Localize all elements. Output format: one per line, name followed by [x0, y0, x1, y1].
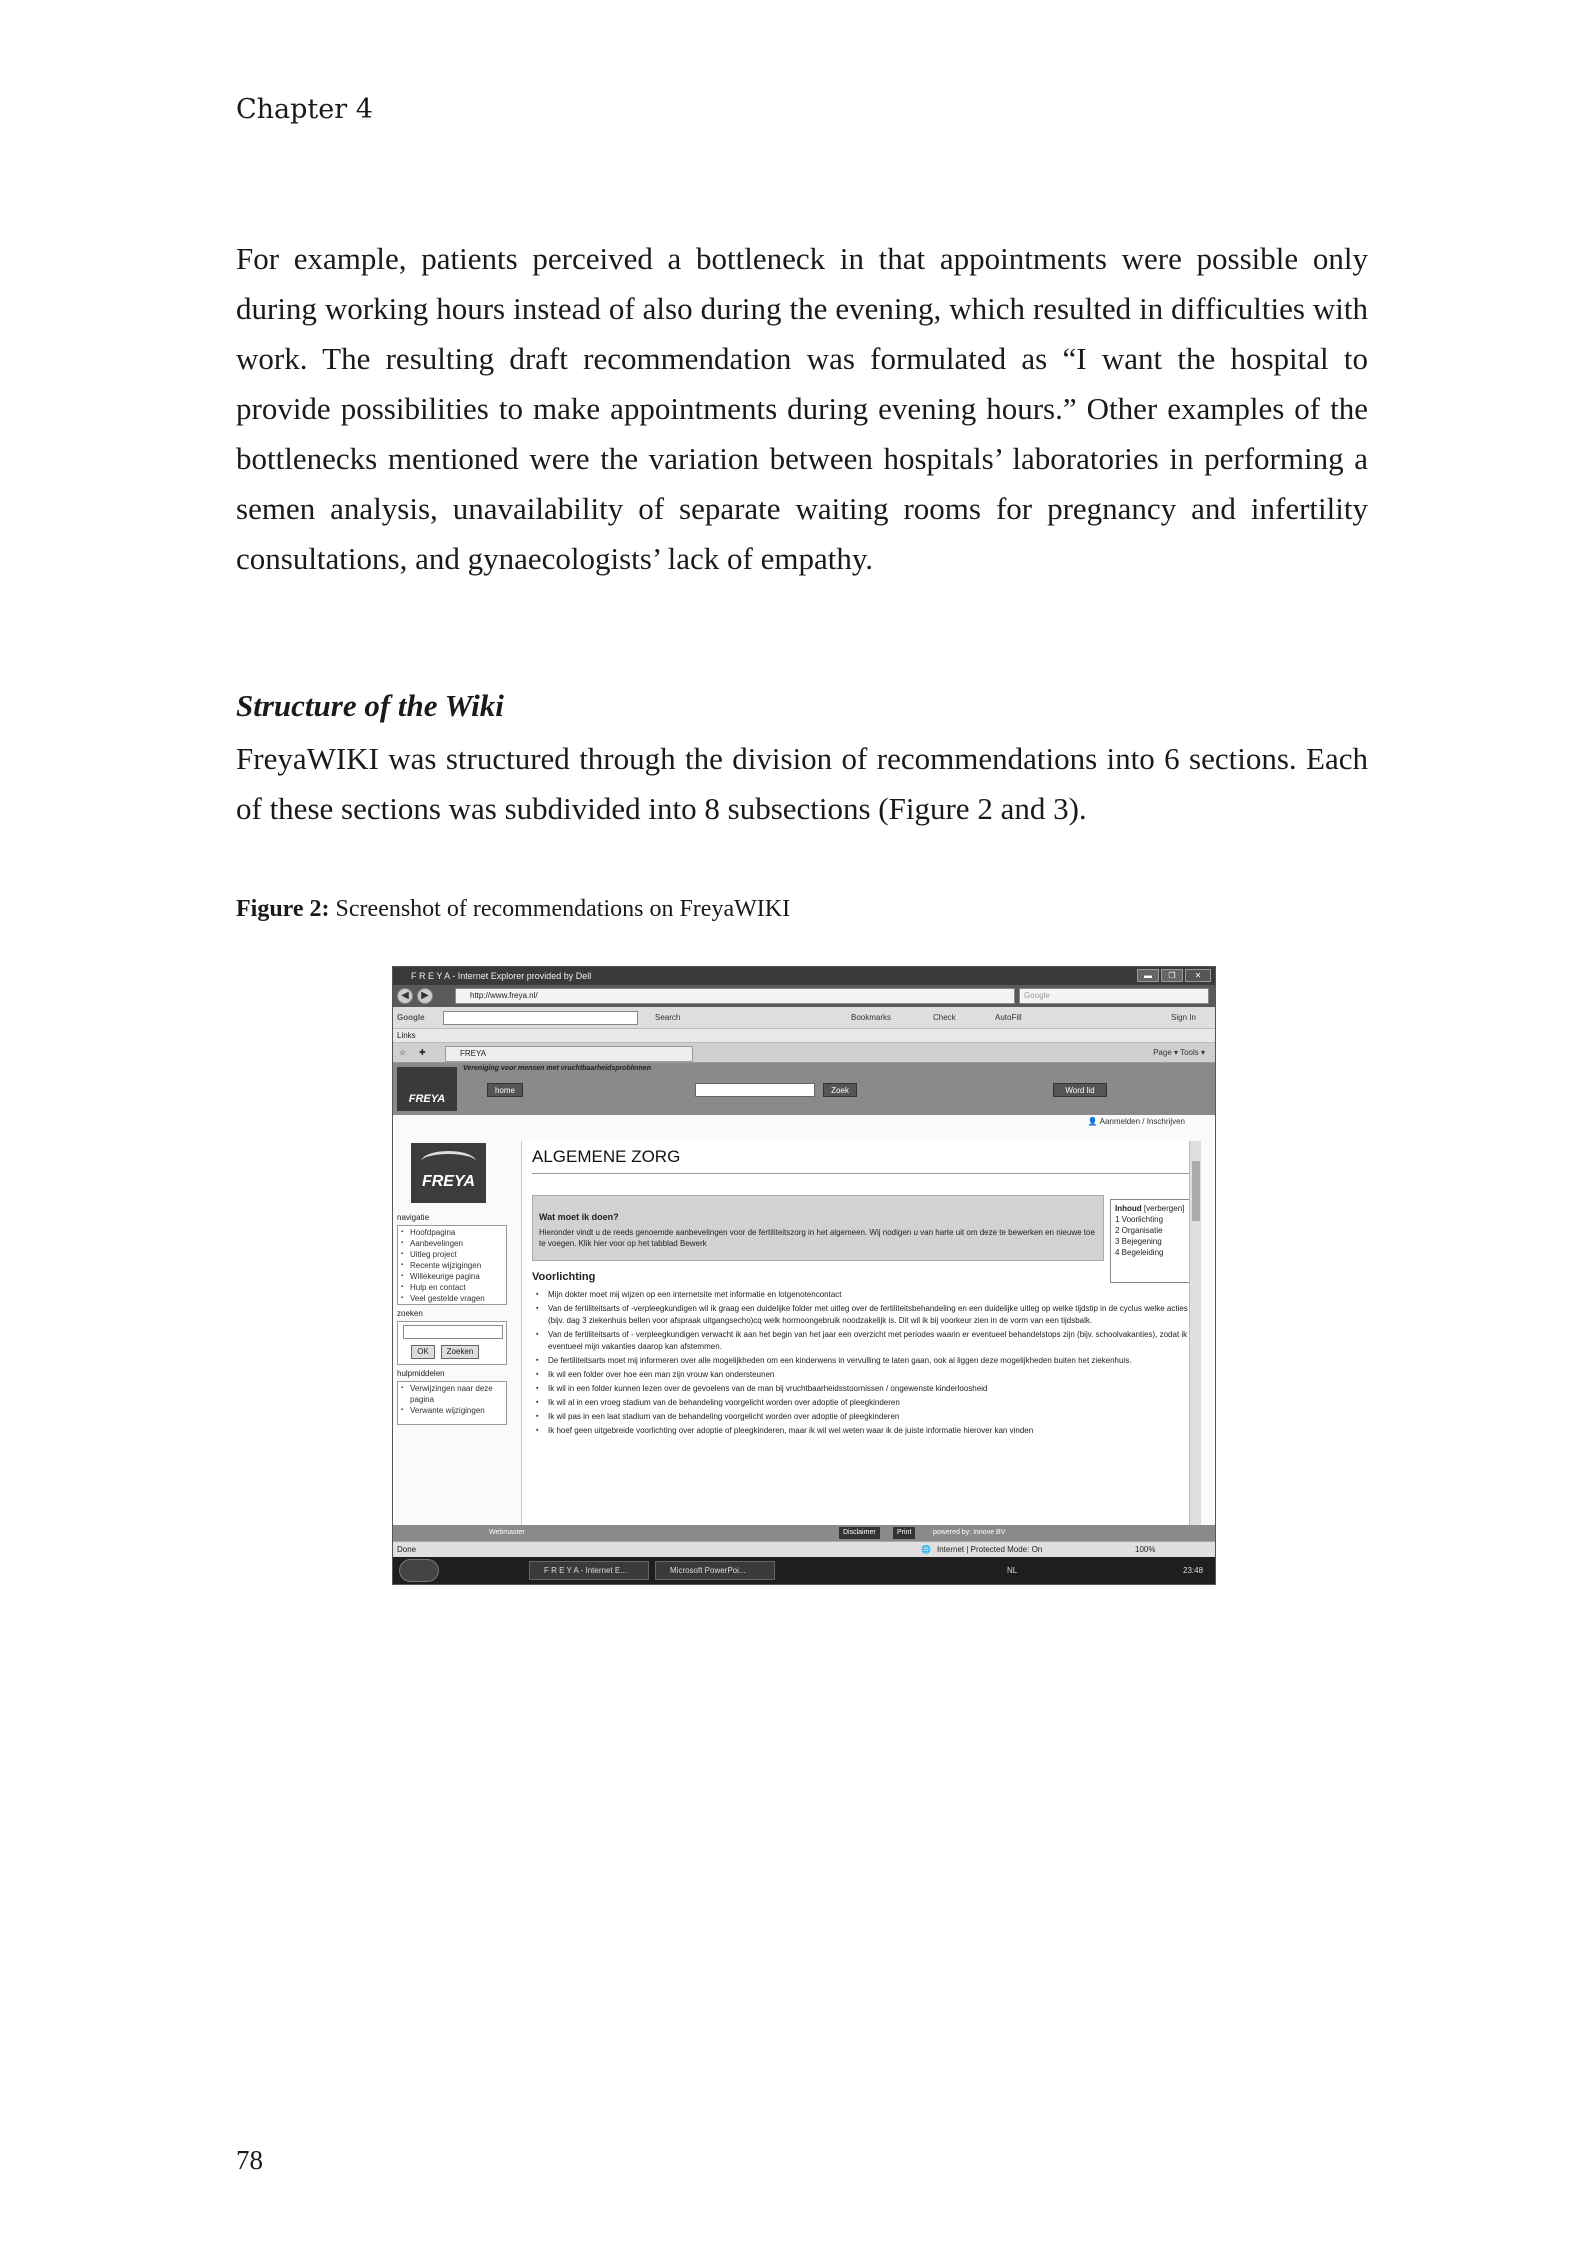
- word-lid-button[interactable]: Word lid: [1053, 1083, 1107, 1097]
- figure-caption: [236, 896, 790, 923]
- windows-taskbar: [393, 1557, 1215, 1584]
- toolbar-check[interactable]: Check: [933, 1013, 956, 1022]
- window-titlebar: [393, 967, 1215, 985]
- list-item: ▪ Ik wil in een folder kunnen lezen over de gevoelens van de man bij vruchtbaarheidsstoornissen / ongewenste kinderloosheid: [532, 1383, 1192, 1395]
- freyawiki-screenshot: [392, 966, 1216, 1585]
- nav-item[interactable]: ▪ Recente wijzigingen: [410, 1260, 506, 1271]
- nav-item[interactable]: ▪ Hulp en contact: [410, 1282, 506, 1293]
- user-icon: 👤: [1087, 1117, 1100, 1126]
- start-button[interactable]: [399, 1559, 439, 1582]
- figure-label: Figure 2:: [236, 896, 330, 922]
- list-item: ▪ De fertiliteitsarts moet mij informeren over alle mogelijkheden om een kinderwens in vervulling te laten gaan, ook al liggen deze mogelijkheden buiten het ziekenhuis.: [532, 1355, 1192, 1367]
- url-input[interactable]: http://www.freya.nl/: [455, 988, 1015, 1004]
- search-title: zoeken: [397, 1309, 423, 1318]
- back-icon[interactable]: ◀: [397, 988, 413, 1004]
- chapter-header: Chapter 4: [236, 94, 373, 125]
- tools-title: hulpmiddelen: [397, 1369, 445, 1378]
- zoom-level[interactable]: 100%: [1135, 1545, 1156, 1554]
- address-bar: [393, 985, 1215, 1007]
- list-item: ▪ Ik wil al in een vroeg stadium van de behandeling voorgelicht worden over adoptie of pleegkinderen: [532, 1397, 1192, 1409]
- tools-item[interactable]: ▪ Verwante wijzigingen: [410, 1405, 506, 1416]
- webmaster-link[interactable]: Webmaster: [489, 1529, 525, 1536]
- toolbar-search[interactable]: Search: [655, 1013, 681, 1022]
- freya-logo[interactable]: FREYA: [411, 1143, 486, 1203]
- toc-item[interactable]: 2 Organisatie: [1115, 1226, 1163, 1235]
- taskbar-ie-item[interactable]: F R E Y A - Internet E...: [529, 1561, 649, 1580]
- tools-box: [397, 1381, 507, 1425]
- page-title: ALGEMENE ZORG: [532, 1147, 681, 1166]
- toc-heading: Inhoud: [1115, 1204, 1142, 1213]
- page-tools-menu[interactable]: Page ▾ Tools ▾: [1153, 1048, 1205, 1057]
- toolbar-signin[interactable]: Sign In: [1171, 1013, 1196, 1022]
- links-bar[interactable]: Links: [393, 1029, 1215, 1043]
- recommendation-list: [532, 1289, 1192, 1439]
- scroll-thumb[interactable]: [1192, 1161, 1200, 1221]
- site-footer: [393, 1525, 1215, 1541]
- section-title: Structure of the Wiki: [236, 688, 504, 723]
- toolbar-bookmarks[interactable]: Bookmarks: [851, 1013, 892, 1022]
- language-indicator[interactable]: NL: [1007, 1566, 1018, 1575]
- site-header: [393, 1063, 1215, 1115]
- zoeken-button[interactable]: Zoeken: [441, 1345, 479, 1359]
- powered-by-link[interactable]: powered by: Innove BV: [933, 1529, 1006, 1536]
- status-zone: Internet | Protected Mode: On: [937, 1545, 1043, 1554]
- close-button[interactable]: ✕: [1185, 969, 1211, 982]
- intro-question: Wat moet ik doen?: [539, 1212, 619, 1222]
- freya-logo-small[interactable]: FREYA: [397, 1067, 457, 1111]
- nav-item[interactable]: ▪ Aanbevelingen: [410, 1238, 506, 1249]
- minimize-button[interactable]: ▬: [1137, 969, 1159, 982]
- login-label: Aanmelden / Inschrijven: [1099, 1117, 1185, 1126]
- side-search-input[interactable]: [403, 1325, 503, 1339]
- ok-button[interactable]: OK: [411, 1345, 435, 1359]
- list-item: ▪ Van de fertiliteitsarts of - verpleegkundigen verwacht ik aan het begin van het jaar een overzicht met periodes waarin er eventueel behandelstops zijn (bijv. schoolvakanties), zodat ik eventueel mijn vakanties daarop kan afstemmen.: [532, 1329, 1192, 1353]
- intro-box: [532, 1195, 1104, 1261]
- favorites-star-icon[interactable]: ☆: [399, 1048, 407, 1057]
- nav-item[interactable]: ▪ Willekeurige pagina: [410, 1271, 506, 1282]
- maximize-button[interactable]: ❐: [1161, 969, 1183, 982]
- print-button[interactable]: Print: [893, 1527, 915, 1539]
- disclaimer-button[interactable]: Disclaimer: [839, 1527, 880, 1539]
- list-item: ▪ Mijn dokter moet mij wijzen op een internetsite met informatie en lotgenotencontact: [532, 1289, 1192, 1301]
- paragraph-bottlenecks: For example, patients perceived a bottleneck in that appointments were possible only during working hours instead of also during the evening, which resulted in difficulties with work. The resulting draft recommendation was formulated as “I want the hospital to provide possibilities to make appointments during evening hours.” Other examples of the bottlenecks mentioned were the variation between hospitals’ laboratories in performing a semen analysis, unavailability of separate waiting rooms for pregnancy and infertility consultations, and gynaecologists’ lack of empathy.: [236, 241, 1368, 576]
- status-done: Done: [397, 1545, 417, 1554]
- tools-item[interactable]: ▪ Verwijzingen naar deze pagina: [410, 1383, 506, 1405]
- nav-box: [397, 1225, 507, 1305]
- login-link[interactable]: [1088, 1117, 1185, 1126]
- google-search-input[interactable]: [443, 1011, 638, 1025]
- google-logo: Google: [397, 1013, 425, 1022]
- intro-text: Hieronder vindt u de reeds genoemde aanbevelingen voor de fertiliteitszorg in het algemeen. Wij nodigen u van harte uit om deze te bewerken en nieuwe toe te voegen. Klik hier voor op het tabblad Bewerk: [539, 1228, 1095, 1248]
- browser-search-input[interactable]: Google: [1019, 988, 1209, 1004]
- page-number: 78: [236, 2145, 263, 2175]
- section-heading: Voorlichting: [532, 1271, 596, 1283]
- taskbar-ppt-item[interactable]: Microsoft PowerPoi...: [655, 1561, 775, 1580]
- nav-item[interactable]: ▪ Hoofdpagina: [410, 1227, 506, 1238]
- nav-title: navigatie: [397, 1213, 430, 1222]
- clock: 23:48: [1183, 1566, 1204, 1575]
- list-item: ▪ Ik hoef geen uitgebreide voorlichting over adoptie of pleegkinderen, maar ik wil wel weten waar ik de juiste informatie hierover kan vinden: [532, 1425, 1192, 1437]
- site-tagline: Vereniging voor mensen met vruchtbaarheidsproblemen: [463, 1065, 652, 1072]
- article-panel: [521, 1141, 1201, 1525]
- nav-item[interactable]: ▪ Uitleg project: [410, 1249, 506, 1260]
- list-item: ▪ Ik wil een folder over hoe een man zijn vrouw kan ondersteunen: [532, 1369, 1192, 1381]
- home-button[interactable]: home: [487, 1083, 523, 1097]
- wiki-content-area: [393, 1115, 1215, 1525]
- title-divider: [532, 1173, 1192, 1174]
- toc-item[interactable]: 1 Voorlichting: [1115, 1215, 1164, 1224]
- forward-icon[interactable]: ▶: [417, 988, 433, 1004]
- site-search-input[interactable]: [695, 1083, 815, 1097]
- figure-caption-text: Screenshot of recommendations on FreyaWIKI: [329, 896, 791, 922]
- toolbar-autofill[interactable]: AutoFill: [995, 1013, 1022, 1022]
- paragraph-structure: FreyaWIKI was structured through the division of recommendations into 6 sections. Each of these sections was subdivided into 8 subsections (Figure 2 and 3).: [236, 741, 1368, 826]
- list-item: ▪ Ik wil pas in een laat stadium van de behandeling voorgelicht worden over adoptie of pleegkinderen: [532, 1411, 1192, 1423]
- add-favorite-icon[interactable]: ✚: [419, 1048, 426, 1057]
- table-of-contents: [1110, 1199, 1194, 1283]
- window-title: F R E Y A - Internet Explorer provided by Dell: [411, 971, 592, 981]
- toc-item[interactable]: 4 Begeleiding: [1115, 1248, 1164, 1257]
- tab-freya[interactable]: FREYA: [445, 1046, 693, 1062]
- list-item: ▪ Van de fertiliteitsarts of -verpleegkundigen wil ik graag een duidelijke folder met uitleg over de fertiliteitsbehandeling en een duidelijke uitleg op welke tijdstip in de cyclus welke acties (bijv. dag 3 ziekenhuis bellen voor afspraak uitgangsecho)cq welk hormoongebruik noodzakelijk is. Dit wil ik bij voorkeur zien in de vorm van een tijdsbalk.: [532, 1303, 1192, 1327]
- nav-item[interactable]: ▪ Veel gestelde vragen: [410, 1293, 506, 1304]
- google-toolbar: [393, 1007, 1215, 1029]
- toc-item[interactable]: 3 Bejegening: [1115, 1237, 1162, 1246]
- tab-bar: [393, 1043, 1215, 1063]
- toc-hide-link[interactable]: [verbergen]: [1143, 1204, 1185, 1213]
- browser-status-bar: [393, 1541, 1215, 1557]
- vertical-scrollbar[interactable]: [1189, 1141, 1201, 1525]
- globe-icon: 🌐: [921, 1545, 931, 1554]
- zoek-button[interactable]: Zoek: [823, 1083, 857, 1097]
